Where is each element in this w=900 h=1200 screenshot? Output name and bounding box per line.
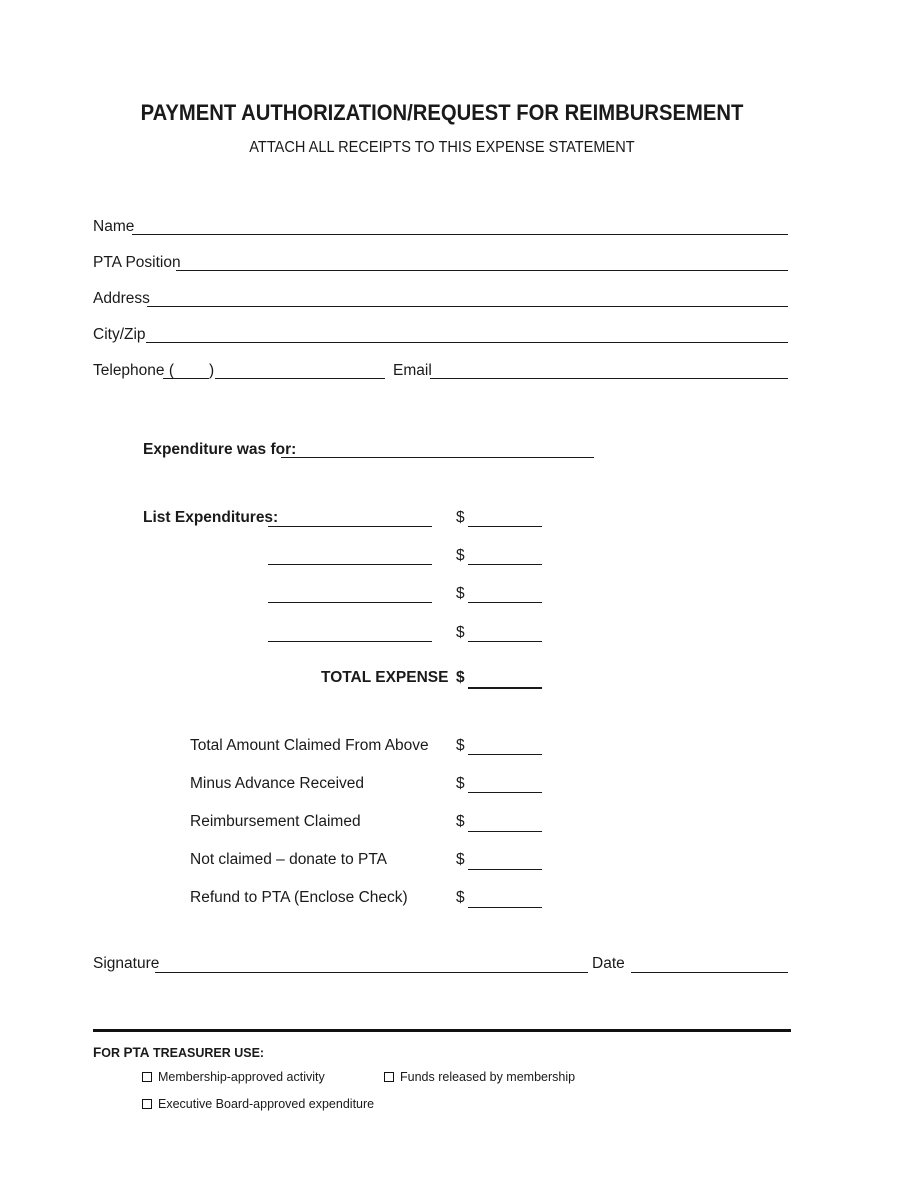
expenditure-for-field[interactable] bbox=[281, 457, 594, 458]
checkbox-funds-released[interactable] bbox=[384, 1070, 575, 1084]
dollar-sign-4: $ bbox=[456, 624, 465, 641]
name-label: Name bbox=[93, 218, 135, 235]
checkbox-square-icon[interactable] bbox=[142, 1072, 152, 1082]
summary-field-donate[interactable] bbox=[468, 869, 542, 870]
form-subtitle: ATTACH ALL RECEIPTS TO THIS EXPENSE STATEMENT bbox=[249, 139, 635, 156]
list-expenditures-label: List Expenditures: bbox=[143, 509, 279, 526]
expenditure-item-field-3[interactable] bbox=[268, 602, 432, 603]
form-title: PAYMENT AUTHORIZATION/REQUEST FOR REIMBURSEMENT bbox=[140, 100, 744, 125]
total-expense-field[interactable] bbox=[468, 687, 542, 689]
date-label: Date bbox=[592, 955, 625, 972]
telephone-field[interactable] bbox=[215, 378, 385, 379]
summary-dollar-3: $ bbox=[456, 813, 465, 830]
expenditure-amount-field-2[interactable] bbox=[468, 564, 542, 565]
summary-dollar-1: $ bbox=[456, 737, 465, 754]
summary-label-total-claimed: Total Amount Claimed From Above bbox=[190, 737, 429, 754]
dollar-sign-1: $ bbox=[456, 509, 465, 526]
checkbox-executive-board-label: Executive Board-approved expenditure bbox=[158, 1097, 375, 1111]
dollar-sign-2: $ bbox=[456, 547, 465, 564]
expenditure-for-label: Expenditure was for: bbox=[143, 441, 297, 458]
summary-label-reimbursement: Reimbursement Claimed bbox=[190, 813, 361, 830]
telephone-label: Telephone ( bbox=[93, 362, 175, 379]
checkbox-square-icon[interactable] bbox=[384, 1072, 394, 1082]
dollar-sign-3: $ bbox=[456, 585, 465, 602]
expenditure-item-field-1[interactable] bbox=[268, 526, 432, 527]
city-zip-label: City/Zip bbox=[93, 326, 146, 343]
address-label: Address bbox=[93, 290, 150, 307]
expenditure-item-field-2[interactable] bbox=[268, 564, 432, 565]
treasurer-heading-initial: F bbox=[93, 1045, 102, 1060]
summary-dollar-4: $ bbox=[456, 851, 465, 868]
treasurer-heading-rest: TREASURER USE: bbox=[152, 1046, 265, 1060]
treasurer-heading-pta: PTA bbox=[123, 1045, 150, 1060]
summary-label-refund: Refund to PTA (Enclose Check) bbox=[190, 889, 408, 906]
expenditure-amount-field-3[interactable] bbox=[468, 602, 542, 603]
summary-field-reimbursement[interactable] bbox=[468, 831, 542, 832]
total-dollar-sign: $ bbox=[456, 669, 465, 686]
expenditure-item-field-4[interactable] bbox=[268, 641, 432, 642]
treasurer-heading-or: OR bbox=[101, 1046, 120, 1060]
checkbox-funds-released-label: Funds released by membership bbox=[400, 1070, 576, 1084]
treasurer-heading bbox=[93, 1045, 264, 1060]
pta-position-label: PTA Position bbox=[93, 254, 181, 271]
checkbox-square-icon[interactable] bbox=[142, 1099, 152, 1109]
summary-dollar-2: $ bbox=[456, 775, 465, 792]
summary-label-minus-advance: Minus Advance Received bbox=[190, 775, 365, 792]
section-divider bbox=[93, 1029, 791, 1032]
telephone-paren-close: ) bbox=[209, 362, 215, 379]
name-field[interactable] bbox=[132, 234, 788, 235]
address-field[interactable] bbox=[147, 306, 788, 307]
signature-label: Signature bbox=[93, 955, 160, 972]
expenditure-amount-field-4[interactable] bbox=[468, 641, 542, 642]
checkbox-membership-approved-label: Membership-approved activity bbox=[158, 1070, 325, 1084]
pta-position-field[interactable] bbox=[176, 270, 788, 271]
area-code-field[interactable] bbox=[163, 378, 209, 379]
date-field[interactable] bbox=[631, 972, 788, 973]
signature-field[interactable] bbox=[155, 972, 588, 973]
summary-dollar-5: $ bbox=[456, 889, 465, 906]
expenditure-amount-field-1[interactable] bbox=[468, 526, 542, 527]
summary-field-total-claimed[interactable] bbox=[468, 754, 542, 755]
summary-label-donate: Not claimed – donate to PTA bbox=[190, 851, 388, 868]
checkbox-membership-approved[interactable] bbox=[142, 1070, 325, 1084]
city-zip-field[interactable] bbox=[146, 342, 788, 343]
total-expense-label: TOTAL EXPENSE bbox=[321, 669, 449, 686]
summary-field-refund[interactable] bbox=[468, 907, 542, 908]
email-field[interactable] bbox=[430, 378, 788, 379]
checkbox-executive-board[interactable] bbox=[142, 1097, 374, 1111]
email-label: Email bbox=[393, 362, 432, 379]
summary-field-minus-advance[interactable] bbox=[468, 792, 542, 793]
